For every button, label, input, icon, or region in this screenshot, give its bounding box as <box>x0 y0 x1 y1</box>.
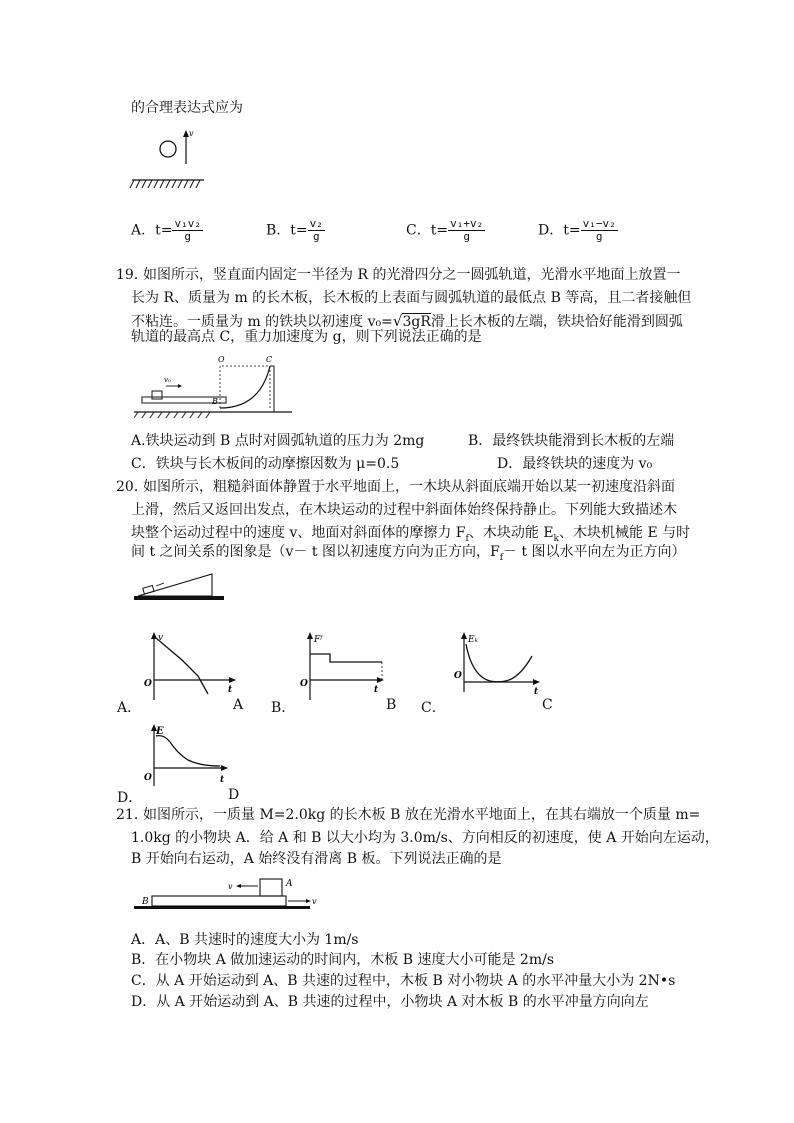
q19-line-1: 如图所示，竖直面内固定一半径为 R 的光滑四分之一圆弧轨道，光滑水平地面上放置一 <box>143 267 681 283</box>
q18-v-label: v <box>189 129 194 138</box>
svg-text:O: O <box>218 355 225 364</box>
q20-option-b-label[interactable]: B． <box>271 700 296 716</box>
svg-text:O: O <box>144 773 152 783</box>
q21-figure <box>134 872 326 920</box>
q20-option-c-label[interactable]: C． <box>421 700 446 716</box>
q18-option-d[interactable]: D．t= $\frac{\text{v₁−v₂}}{g}$ <box>538 217 616 243</box>
svg-text:O: O <box>454 671 462 681</box>
svg-text:v₀: v₀ <box>164 376 171 384</box>
q21-option-b[interactable]: B．在小物块 A 做加速运动的时间内，木板 B 速度大小可能是 2m/s <box>131 952 555 968</box>
q21-option-d[interactable]: D．从 A 开始运动到 A、B 共速的过程中，小物块 A 对木板 B 的水平冲量方向向左 <box>131 994 649 1010</box>
q19-option-b[interactable]: B．最终铁块能滑到长木板的左端 <box>468 433 675 449</box>
svg-text:B: B <box>212 397 218 406</box>
q20-graph-a <box>140 630 236 702</box>
q19-number: 19． <box>116 267 148 283</box>
q19-line-2: 长为 R、质量为 m 的长木板，长木板的上表面与圆弧轨道的最低点 B 等高，且二者接触但 <box>131 290 692 306</box>
q20-line-4: 间 t 之间关系的图象是（v－ t 图以初速度方向为正方向，$F_f- t$ 图以水平向左为正方向） <box>131 544 686 563</box>
q21-line-2: 1.0kg 的小物块 A．给 A 和 B 以大小均为 3.0m/s、方向相反的初速度，使 A 开始向左运动， <box>131 830 719 846</box>
q19-sqrt: 3gR <box>402 314 431 330</box>
svg-text:t: t <box>220 775 225 785</box>
svg-text:t: t <box>228 685 233 695</box>
q20-graph-b <box>296 630 386 702</box>
svg-text:t: t <box>534 687 539 697</box>
svg-text:Eₖ: Eₖ <box>468 635 478 645</box>
q19-figure <box>134 352 294 422</box>
q19-line-3: 不粘连。一质量为 m 的铁块以初速度 v₀=√3gR滑上长木板的左端，铁块恰好能滑到圆弧 <box>131 312 683 330</box>
q21-line-1: 如图所示，一质量 M=2.0kg 的长木板 B 放在光滑水平地面上，在其右端放一个质量 m= <box>143 807 701 823</box>
q20-graph-c <box>450 630 542 702</box>
svg-text:Fᶠ: Fᶠ <box>314 635 323 645</box>
svg-text:A: A <box>286 879 293 889</box>
q18-option-a[interactable]: A．t= $\frac{\text{v₁v₂}}{g}$ <box>131 217 201 243</box>
q20-line-2: 上滑，然后又返回出发点，在木块运动的过程中斜面体始终保持静止。下列能大致描述木 <box>131 502 677 518</box>
q21-option-a[interactable]: A．A、B 共速时的速度大小为 1m/s <box>131 932 359 948</box>
q19-option-a[interactable]: A.铁块运动到 B 点时对圆弧轨道的压力为 2mg <box>131 433 425 449</box>
q20-option-d-label[interactable]: D． <box>117 790 143 806</box>
svg-text:C: C <box>266 355 273 364</box>
q21-line-3: B 开始向右运动，A 始终没有滑离 B 板。下列说法正确的是 <box>131 851 502 867</box>
q18-option-b[interactable]: B．t= $\frac{\text{v₂}}{g}$ <box>266 217 323 243</box>
q20-number: 20． <box>116 479 148 495</box>
svg-text:v: v <box>158 633 164 643</box>
q18-option-c[interactable]: C．t= $\frac{\text{v₁+v₂}}{g}$ <box>406 217 484 243</box>
svg-text:v: v <box>228 882 233 891</box>
q19-line-4: 轨道的最高点 C，重力加速度为 g，则下列说法正确的是 <box>131 329 482 345</box>
q20-option-c-caption: C <box>542 697 553 713</box>
svg-text:O: O <box>300 679 308 689</box>
q20-option-d-caption: D <box>228 787 240 803</box>
svg-text:v: v <box>312 897 317 906</box>
svg-text:t: t <box>374 685 379 695</box>
q18-figure <box>128 126 208 194</box>
q21-number: 21． <box>116 807 148 823</box>
q19-option-d[interactable]: D．最终铁块的速度为 v₀ <box>497 456 653 472</box>
q20-graph-d <box>140 722 230 788</box>
q21-option-c[interactable]: C．从 A 开始运动到 A、B 共速的过程中，木板 B 对小物块 A 的水平冲量大小为 2N•s <box>131 973 676 989</box>
q18-intro: 的合理表达式应为 <box>131 100 243 116</box>
svg-text:E: E <box>156 726 164 737</box>
q20-option-a-caption: A <box>233 697 244 713</box>
svg-text:O: O <box>144 679 152 689</box>
q20-incline-figure <box>134 570 226 604</box>
q20-option-b-caption: B <box>386 697 397 713</box>
q20-line-3: 块整个运动过程中的速度 v、地面对斜面体的摩擦力 $F_f$、木块动能 $E_k$、木块机械能 E 与时 <box>131 525 691 544</box>
q20-line-1: 如图所示，粗糙斜面体静置于水平地面上，一木块从斜面底端开始以某一初速度沿斜面 <box>143 479 675 495</box>
q20-option-a-label[interactable]: A． <box>117 700 142 716</box>
svg-text:B: B <box>142 897 149 907</box>
q19-option-c[interactable]: C．铁块与长木板间的动摩擦因数为 μ=0.5 <box>131 456 400 472</box>
